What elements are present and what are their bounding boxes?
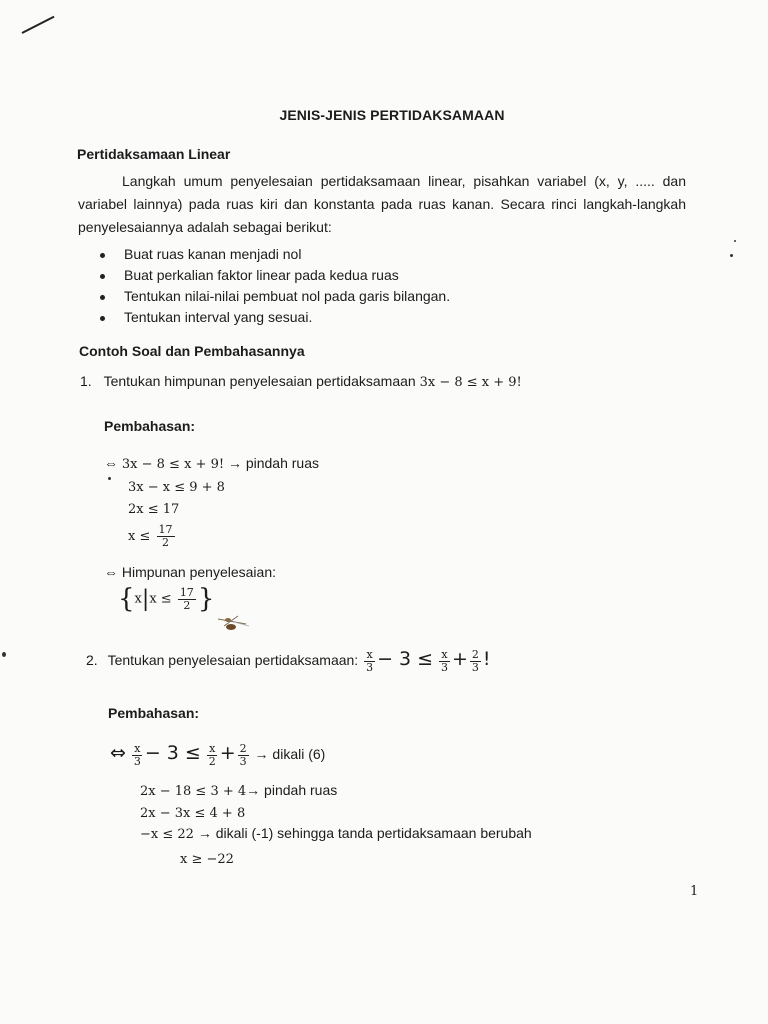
fraction (364, 649, 375, 674)
p2-step-5: x ≥ −22 (180, 852, 234, 867)
p2-step-4 (140, 825, 532, 842)
plus-sign: + (452, 648, 468, 670)
numerator: x (441, 647, 448, 661)
step-note: → dikali (6) (254, 746, 326, 762)
fraction (238, 743, 249, 768)
step-note: → pindah ruas (246, 782, 338, 798)
plus-sign: + (219, 742, 236, 764)
p1-step-3: 2x ≤ 17 (128, 502, 180, 517)
brace-close: } (197, 584, 215, 614)
bullet-icon (100, 253, 105, 258)
question-text: Tentukan penyelesaian pertidaksamaan: (107, 652, 359, 668)
denominator: 3 (471, 660, 479, 674)
step-math: −x ≤ 22 (140, 827, 194, 842)
list-item (98, 286, 450, 307)
numerator: 17 (158, 523, 173, 536)
denominator: 3 (133, 754, 141, 768)
p1-step-4 (128, 524, 177, 549)
equivalence-icon: ⇔ (104, 564, 118, 580)
pen-mark (22, 16, 55, 34)
numerator: 2 (471, 647, 479, 661)
step-text: Tentukan nilai-nilai pembuat nol pada garis bilangan. (124, 288, 451, 304)
numerator: 17 (179, 585, 194, 599)
p2-step-1 (110, 742, 325, 768)
step-text: Buat ruas kanan menjadi nol (124, 246, 302, 262)
p1-step-1 (104, 455, 319, 472)
step-text: Buat perkalian faktor linear pada kedua ruas (124, 267, 399, 283)
numerator: x (366, 647, 373, 661)
set-var: x (134, 591, 142, 607)
examples-heading: Contoh Soal dan Pembahasannya (79, 343, 305, 359)
denominator: 3 (366, 660, 374, 674)
fraction (439, 649, 450, 674)
set-bar: | (141, 586, 150, 612)
scan-speck (2, 652, 6, 657)
denominator: 2 (162, 536, 169, 549)
p1-step-2: 3x − x ≤ 9 + 8 (128, 480, 225, 495)
bullet-icon (100, 295, 105, 300)
step-text: Tentukan interval yang sesuai. (124, 309, 313, 325)
list-item (98, 265, 450, 286)
problem-1-question (80, 373, 522, 390)
numerator: 2 (239, 741, 247, 755)
step-math: 3x − 8 ≤ x + 9! (121, 457, 225, 472)
denominator: 2 (183, 598, 191, 612)
list-item (98, 307, 450, 328)
step-math: 2x − 18 ≤ 3 + 4 (140, 784, 247, 799)
equivalence-icon: ⇔ (110, 742, 126, 764)
question-text: Tentukan himpunan penyelesaian pertidaksamaan (103, 373, 416, 389)
question-math: 3x − 8 ≤ x + 9! (419, 375, 522, 390)
equivalence-icon: ⇔ (104, 455, 118, 471)
problem-number: 1. (80, 373, 92, 389)
brace-open: { (118, 584, 135, 614)
denominator: 2 (208, 754, 216, 768)
list-item (98, 244, 450, 265)
document-title: JENIS-JENIS PERTIDAKSAMAAN (279, 107, 505, 123)
question-math: − 3 ≤ (377, 648, 434, 670)
intro-text: Langkah umum penyelesaian pertidaksamaan linear, pisahkan variabel (x, y, ..... dan variabel lainnya) pada ruas kiri dan konstanta pada ruas kanan. Secara rinci langkah-langkah penyelesaiannya adalah sebagai berikut: (78, 173, 686, 235)
set-cond: x ≤ (149, 591, 172, 607)
insect-artifact (216, 614, 250, 634)
intro-paragraph (78, 170, 686, 239)
problem-2-question (86, 648, 491, 674)
numerator: x (209, 741, 216, 755)
fraction (157, 524, 175, 549)
fraction (470, 649, 481, 674)
step-note: → dikali (-1) sehingga tanda pertidaksamaan berubah (197, 825, 532, 841)
p2-step-2 (140, 782, 337, 799)
scan-speck (108, 477, 111, 480)
denominator: 3 (441, 660, 448, 674)
numerator: x (134, 741, 141, 755)
steps-list (98, 244, 450, 328)
fraction (132, 743, 143, 768)
step-math: − 3 ≤ (144, 742, 201, 764)
denominator: 3 (239, 754, 247, 768)
fraction (178, 587, 196, 612)
exclamation: ! (482, 648, 491, 670)
problem-2-discussion-label: Pembahasan: (108, 705, 200, 721)
problem-number: 2. (86, 652, 98, 668)
p2-step-3: 2x − 3x ≤ 4 + 8 (140, 806, 246, 821)
bullet-icon (100, 274, 105, 279)
fraction (207, 743, 218, 768)
bullet-icon (100, 316, 105, 321)
scan-speck (730, 254, 733, 257)
step-text: Himpunan penyelesaian: (121, 564, 276, 580)
section-heading-linear: Pertidaksamaan Linear (77, 146, 231, 162)
problem-1-discussion-label: Pembahasan: (104, 418, 196, 434)
p1-step-5 (104, 564, 276, 580)
page-number: 1 (690, 884, 699, 899)
step-math: x ≤ (128, 529, 151, 544)
step-note: → pindah ruas (227, 455, 320, 471)
scan-speck (734, 240, 736, 242)
p1-solution-set (118, 584, 214, 614)
